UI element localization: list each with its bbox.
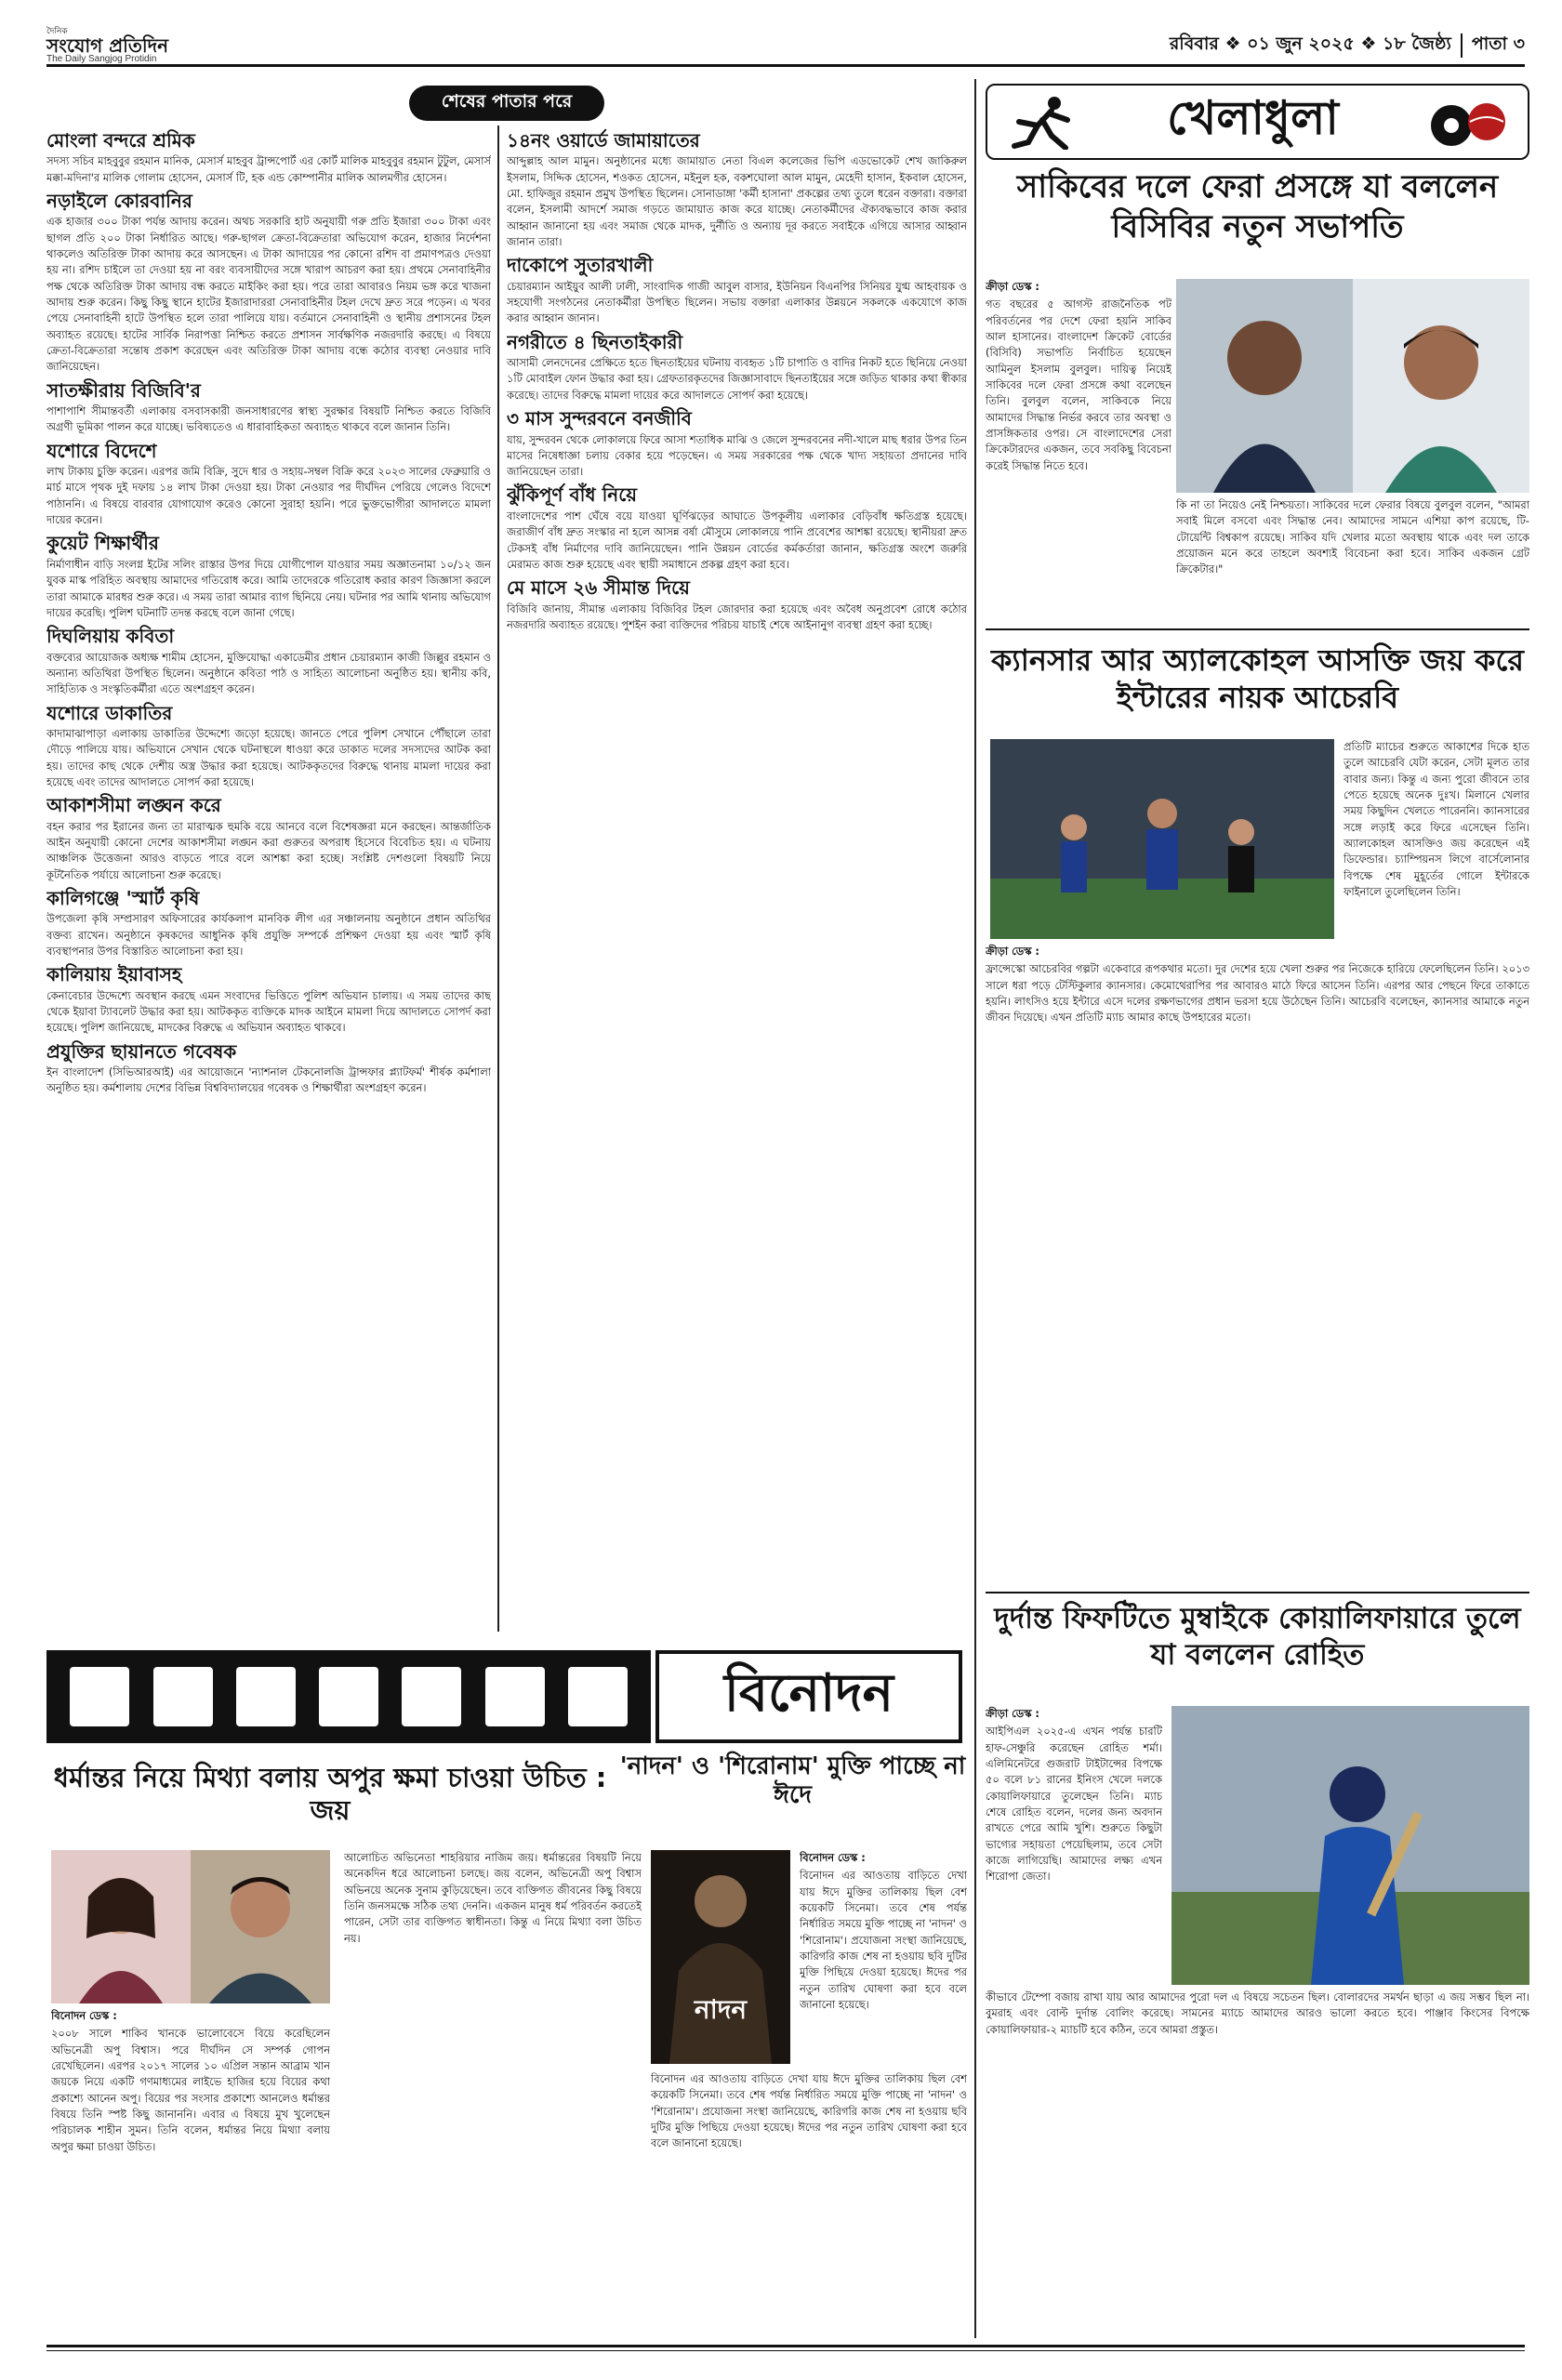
sports-article-2 xyxy=(1344,739,1529,939)
article-text: গত বছরের ৫ আগস্ট রাজনৈতিক পট পরিবর্তনের পর দেশে ফেরা হয়নি সাকিব আল হাসানের। বাংলাদেশ ক্রিকেট বোর্ডের (বিসিবি) সভাপতি নির্বাচিত হয়েছেন আমিনুল ইসলাম বুলবুল। দায়িত্ব নিয়েই সাকিবের দলে ফেরা প্রসঙ্গে কথা বলেছেন তিনি। বুলবুল বলেন, সাকিবকে নিয়ে আমাদের সিদ্ধান্ত নির্ভর করবে তার অবস্থা ও প্রাসঙ্গিকতার ওপর। সে বাংলাদেশের সেরা ক্রিকেটারদের একজন, তবে সবকিছু বিবেচনা করেই সিদ্ধান্ত নিতে হবে। xyxy=(986,298,1172,472)
entertainment-headline-1: ধর্মান্তর নিয়ে মিথ্যা বলায় অপুর ক্ষমা চাওয়া উচিত : জয় xyxy=(53,1762,607,1826)
headline: নড়াইলে কোরবানির xyxy=(46,190,192,213)
sports-headline-2: ক্যানসার আর অ্যালকোহল আসক্তি জয় করে ইন্টারের নায়ক আচেরবি xyxy=(990,642,1525,715)
apu-joy-photo xyxy=(51,1850,330,2003)
section-banner: শেষের পাতার পরে xyxy=(409,86,604,121)
article-text: আসামী লেনদেনের প্রেক্ষিতে হতে ছিনতাইয়ের ঘটনায় ব্যবহৃত ১টি চাপাতি ও বাদির নিকট হতে ছিনিয়ে নেওয়া ১টি মোবাইল ফোন উদ্ধার করা হয়। গ্রেফতারকৃতদের জিজ্ঞাসাবাদে ছিনতাইয়ের সঙ্গে জড়িত থাকার কথা স্বীকার করেছে। তাদের বিরুদ্ধে মামলা দায়ের করে আদালতে সোপর্দ করা হয়েছে। xyxy=(507,356,967,402)
byline: ক্রীড়া ডেস্ক : xyxy=(986,280,1039,293)
story-divider xyxy=(986,1592,1529,1593)
headline: মে মাসে ২৬ সীমান্ত দিয়ে xyxy=(507,576,690,600)
article-text: বিনোদন এর আওতায় বাড়িতে দেখা যায় ঈদে মুক্তির তালিকায় ছিল বেশ কয়েকটি সিনেমা। তবে শেষ পর্যন্ত নির্ধারিত সময়ে মুক্তি পাচ্ছে না 'নাদন' ও 'শিরোনাম'। প্রযোজনা সংস্থা জানিয়েছে, কারিগরি কাজ শেষ না হওয়ায় ছবি দুটির মুক্তি পিছিয়ে দেওয়া হয়েছে। ঈদের পর নতুন তারিখ ঘোষণা করা হবে বলে জানানো হয়েছে। xyxy=(800,1869,967,2011)
footer-rule xyxy=(46,2350,1525,2351)
column-divider xyxy=(497,126,499,1632)
sports-banner xyxy=(986,84,1529,160)
article-text: পাশাপাশি সীমান্তবর্তী এলাকায় বসবাসকারী জনসাধারণের স্বাস্থ্য সুরক্ষার বিষয়টি নিশ্চিত করতে বিজিবি অগ্রণী ভূমিকা পালন করে যাচ্ছে। ভবিষ্যতেও এ ধারাবাহিকতা অব্যাহত থাকবে বলে জানান তিনি। xyxy=(46,404,491,434)
entertainment-banner: বিনোদন xyxy=(655,1650,962,1743)
footer-rule xyxy=(46,2345,1525,2347)
byline: বিনোদন ডেস্ক : xyxy=(51,2009,117,2022)
headline: যশোরে ডাকাতির xyxy=(46,701,173,724)
headline: দিঘলিয়ায় কবিতা xyxy=(46,625,175,648)
sports-article-3-cont xyxy=(986,1990,1529,2338)
masthead-daily: দৈনিক xyxy=(46,27,68,36)
acerbi-celebration-photo xyxy=(990,739,1334,939)
runner-icon xyxy=(1000,94,1084,150)
sports-balls-icon xyxy=(1422,94,1515,150)
byline: বিনোদন ডেস্ক : xyxy=(800,1851,866,1864)
article-text: উপজেলা কৃষি সম্প্রসারণ অফিসারের কার্যকলাপ মানবিক লীগ এর সঞ্চালনায় অনুষ্ঠানে প্রধান অতিথির বক্তব্য রাখেন। অনুষ্ঠানে কৃষকদের আধুনিক কৃষি প্রযুক্তি সম্পর্কে প্রশিক্ষণ দেওয়া হয় এবং স্মার্ট কৃষি ব্যবস্থাপনার উপর বিস্তারিত আলোচনা করা হয়। xyxy=(46,912,491,958)
headline: প্রযুক্তির ছায়ানতে গবেষক xyxy=(46,1039,237,1063)
article-text: আইপিএল ২০২৫-এ এখন পর্যন্ত চারটি হাফ-সেঞ্চুরি করেছেন রোহিত শর্মা। এলিমিনেটরে গুজরাট টাইটান্সের বিপক্ষে ৫০ বলে ৮১ রানের ইনিংস খেলে দলকে কোয়ালিফায়ারে তুলেছেন তিনি। ম্যাচ শেষে রোহিত বলেন, দলের জন্য অবদান রাখতে পেরে আমি খুশি। শুরুতে কিছুটা ভাগ্যের সহায়তা পেয়েছিলাম, তবে সেটা কাজে লাগিয়েছি। আমাদের লক্ষ্য এখন শিরোপা জেতা। xyxy=(986,1725,1162,1884)
headline: ৩ মাস সুন্দরবনে বনজীবি xyxy=(507,407,692,430)
entertainment-headline-2: 'নাদন' ও 'শিরোনাম' মুক্তি পাচ্ছে না ঈদে xyxy=(619,1752,966,1810)
article-text: লাখ টাকায় চুক্তি করেন। এরপর জমি বিক্রি, সুদে ধার ও সহায়-সম্বল বিক্রি করে ২০২৩ সালের ফেব্রুয়ারি ও মার্চ মাসে পৃথক দুই দফায় ১৪ লাখ টাকা দেওয়া হয়। টাকা নেওয়ার পর দীর্ঘদিন পেরিয়ে গেলেও বিদেশে পাঠাননি। এ বিষয়ে বারবার যোগাযোগ করেও কোনো সুরাহা হয়নি। পরে ভুক্তভোগীরা আদালতে মামলা দায়ের করেন। xyxy=(46,465,491,527)
sports-article-3 xyxy=(986,1706,1162,1994)
article-text: সদস্য সচিব মাহবুবুর রহমান মানিক, মেসার্স মাহবুব ট্রান্সপোর্ট এর কোর্ট মালিক মাহবুবুর রহমান টুটুল, মেসার্স মক্কা-মদিনা'র মালিক গোলাম হোসেন, মেসার্স টি, হক এন্ড কোম্পানীর মালিক আলমগীর হোসেন। xyxy=(46,154,491,184)
headline: কালিগঞ্জে 'স্মার্ট কৃষি xyxy=(46,886,200,909)
headline: কালিয়ায় ইয়াবাসহ xyxy=(46,963,182,986)
headline: মোংলা বন্দরে শ্রমিক xyxy=(46,129,195,152)
article-text: কি না তা নিয়েও নেই নিশ্চয়তা। সাকিবের দলে ফেরার বিষয়ে বুলবুল বলেন, "আমরা সবাই মিলে বসবো এবং সিদ্ধান্ত নেব। আমাদের সামনে এশিয়া কাপ রয়েছে, টি-টোয়েন্টি বিশ্বকাপ রয়েছে। সাকিব যদি খেলার মতো অবস্থায় থাকে এবং দল তাকে প্রয়োজন মনে করে তাহলে অবশ্যই বিবেচনা করা হবে। সাকিব একজন গ্রেট ক্রিকেটার।" xyxy=(1176,498,1529,576)
entertainment-article-2 xyxy=(800,1850,967,2064)
nadan-poster xyxy=(651,1850,790,2064)
column-1 xyxy=(46,126,491,1636)
headline: সাতক্ষীরায় বিজিবি'র xyxy=(46,378,201,402)
column-divider xyxy=(974,79,976,2338)
film-strip-graphic xyxy=(46,1650,651,1743)
poster-title: নাদন xyxy=(694,1994,748,2025)
film-frame xyxy=(236,1667,296,1726)
entertainment-article-1 xyxy=(51,2008,330,2338)
headline: ১৪নং ওয়ার্ডে জামায়াতের xyxy=(507,129,700,152)
sports-article-2-cont xyxy=(986,944,1529,1590)
sports-headline-1: সাকিবের দলে ফেরা প্রসঙ্গে যা বললেন বিসিবির নতুন সভাপতি xyxy=(1016,168,1499,245)
masthead-name: সংযোগ প্রতিদিন xyxy=(46,34,169,57)
article-text: ২০০৮ সালে শাকিব খানকে ভালোবেসে বিয়ে করেছিলেন অভিনেত্রী অপু বিশ্বাস। পরে দীর্ঘদিন সে সম্পর্ক গোপন রেখেছিলেন। এরপর ২০১৭ সালের ১০ এপ্রিল সন্তান আব্রাম খান জয়কে নিয়ে একটি গণমাধ্যমের লাইভে হাজির হয়ে বিয়ের কথা প্রকাশ্যে আনেন অপু। বিয়ের পর সংসার প্রকাশ্যে আনলেও ধর্মান্তর বিষয়ে তিনি স্পষ্ট কিছু জানাননি। এবার এ বিষয়ে মুখ খুলেছেন পরিচালক শাহীন সুমন। তিনি বলেন, ধর্মান্তর নিয়ে মিথ্যা বলায় অপুর ক্ষমা চাওয়া উচিত। xyxy=(51,2027,330,2153)
article-text: প্রতিটি ম্যাচের শুরুতে আকাশের দিকে হাত তুলে আচেরবি যেটা করেন, সেটা মূলত তার বাবার জন্য। কিন্তু এ জন্য পুরো জীবনে তার পেতে হয়েছে অনেক দুঃখ। মিলানে খেলার সময় কিছুদিন খেলতে পারেননি। ক্যানসারের সঙ্গে লড়াই করে ফিরে এসেছেন তিনি। অ্যালকোহল আসক্তিও জয় করেছেন এই ডিফেন্ডার। চ্যাম্পিয়নস লিগে বার্সেলোনার বিপক্ষে শেষ মুহূর্তের গোলে ইন্টারকে ফাইনালে তুলেছিলেন তিনি। xyxy=(1344,740,1529,898)
masthead-logo xyxy=(46,28,168,64)
film-frame xyxy=(153,1667,213,1726)
headline: কুয়েট শিক্ষার্থীর xyxy=(46,532,159,555)
sports-headline-3: দুর্দান্ত ফিফটিতে মুম্বাইকে কোয়ালিফায়ারে তুলে যা বললেন রোহিত xyxy=(994,1602,1521,1672)
headline: যশোরে বিদেশে xyxy=(46,439,157,462)
film-frame xyxy=(402,1667,461,1726)
headline: আকাশসীমা লঙ্ঘন করে xyxy=(46,794,221,817)
masthead-meta xyxy=(1170,31,1525,64)
article-text: যায়, সুন্দরবন থেকে লোকালয়ে ফিরে আসা শতাধিক মাঝি ও জেলে সুন্দরবনের নদী-খালে মাছ ধরার উপর তিন মাসের নিষেধাজ্ঞা চলায় বেকার হয়ে পড়েছেন। এ সময় সরকারের পক্ষ থেকে খাদ্য সহায়তা প্রদানের দাবি জানিয়েছেন তারা। xyxy=(507,432,967,479)
film-frame xyxy=(70,1667,129,1726)
article-text: বক্তব্যের আয়োজক অধ্যক্ষ শামীম হোসেন, মুক্তিযোদ্ধা একাডেমীর প্রধান চেয়ারম্যান কাজী জিল্লুর রহমান ও অন্যান্য অতিথিরা উপস্থিত ছিলেন। অনুষ্ঠানে কবিতা পাঠ ও সাহিত্য আলোচনা অনুষ্ঠিত হয়। স্থানীয় কবি, সাহিত্যিক ও সংস্কৃতিকর্মীরা এতে অংশগ্রহণ করেন। xyxy=(46,650,491,696)
column-2 xyxy=(507,126,967,1636)
article-text: কাদামাঝাপাড়া এলাকায় ডাকাতির উদ্দেশ্যে জড়ো হয়েছে। জানতে পেরে পুলিশ সেখানে পৌঁছালে তারা দৌড়ে পালিয়ে যায়। অভিযানে সেখান থেকে ঘটনাস্থলে ধাওয়া করে ডাকাত দলের সদস্যদের আটক করা হয়। তাদের কাছ থেকে দেশীয় অস্ত্র উদ্ধার করা হয়েছে। আটককৃতদের বিরুদ্ধে থানায় মামলা দায়ের করা হয়েছে এবং তাদের আদালতে সোপর্দ করা হয়েছে। xyxy=(46,726,491,788)
byline: ক্রীড়া ডেস্ক : xyxy=(986,945,1039,958)
headline: দাকোপে সুতারখালী xyxy=(507,254,654,277)
byline: ক্রীড়া ডেস্ক : xyxy=(986,1707,1039,1720)
article-text: কীভাবে টেম্পো বজায় রাখা যায় আর আমাদের পুরো দল এ বিষয়ে সচেতন ছিল। বোলারদের সমর্থন ছাড়া এ জয় সম্ভব ছিল না। বুমরাহ এবং বোল্ট দুর্দান্ত বোলিং করেছে। সামনের ম্যাচে আমাদের আরও ভালো করতে হবে। পাঞ্জাব কিংসের বিপক্ষে কোয়ালিফায়ার-২ ম্যাচটি হবে কঠিন, তবে আমরা প্রস্তুত। xyxy=(986,1990,1529,2036)
sports-article-1-cont xyxy=(986,497,1529,623)
bulbul-sakib-photo xyxy=(1176,279,1529,493)
headline: নগরীতে ৪ ছিনতাইকারী xyxy=(507,330,683,353)
article-text: বিনোদন এর আওতায় বাড়িতে দেখা যায় ঈদে মুক্তির তালিকায় ছিল বেশ কয়েকটি সিনেমা। তবে শেষ পর্যন্ত নির্ধারিত সময়ে মুক্তি পাচ্ছে না 'নাদন' ও 'শিরোনাম'। প্রযোজনা সংস্থা জানিয়েছে, কারিগরি কাজ শেষ না হওয়ায় ছবি দুটির মুক্তি পিছিয়ে দেওয়া হয়েছে। ঈদের পর নতুন তারিখ ঘোষণা করা হবে বলে জানানো হয়েছে। xyxy=(651,2072,967,2150)
entertainment-article-1-cont xyxy=(344,1850,642,2338)
masthead-page-number: পাতা ৩ xyxy=(1471,33,1525,54)
article-text: চেয়ারম্যান আইয়ুব আলী ঢালী, সাংবাদিক গাজী আবুল বাসার, ইউনিয়ন বিএনপির সিনিয়র যুগ্ম আহবায়ক ও সহযোগী সংগঠনের নেতাকর্মীরা উপস্থিত ছিলেন। সভায় বক্তারা এলাকার উন্নয়নে সকলকে একযোগে কাজ করার আহ্বান জানান। xyxy=(507,279,967,325)
rohit-batting-photo xyxy=(1172,1706,1529,1985)
masthead-date: রবিবার ❖ ০১ জুন ২০২৫ ❖ ১৮ জৈষ্ঠ্য xyxy=(1169,33,1451,54)
film-frame xyxy=(568,1667,628,1726)
article-text: ফ্রান্সেস্কো আচেরবির গল্পটা একেবারে রূপকথার মতো। দুর দেশের হয়ে খেলা শুরুর পর নিজেকে হারিয়ে ফেলেছিলেন তিনি। ২০১৩ সালে ধরা পড়ে টেস্টিকুলার ক্যানসার। কেমোথেরাপির পর আবারও মাঠে ফিরে আসেন তিনি। এরপর আর পেছনে ফিরে তাকাতে হয়নি। লাৎসিও হয়ে ইন্টারে এসে দলের রক্ষণভাগের প্রধান ভরসা হয়ে উঠেছেন তিনি। আচেরবি বলেছেন, ক্যানসার আমাকে নতুন জীবন দিয়েছে। এখন প্রতিটি ম্যাচ আমার কাছে উপহারের মতো। xyxy=(986,962,1529,1025)
article-text: বহন করার পর ইরানের জন্য তা মারাত্মক হুমকি বয়ে আনবে বলে বিশেষজ্ঞরা মনে করছেন। আন্তর্জাতিক আইন অনুযায়ী কোনো দেশের আকাশসীমা লঙ্ঘন করা গুরুতর অপরাধ হিসেবে বিবেচিত হয়। এ ঘটনায় আঞ্চলিক উত্তেজনা আরও বাড়তে পারে বলে আশঙ্কা করা হচ্ছে। সংশ্লিষ্ট দেশগুলো বিষয়টি নিয়ে কূটনৈতিক পর্যায়ে আলোচনা শুরু করেছে। xyxy=(46,819,491,881)
story-divider xyxy=(986,628,1529,630)
article-text: ইন বাংলাদেশ (সিভিআরআই) এর আয়োজনে 'ন্যাশনাল টেকনোলজি ট্রান্সফার প্ল্যাটফর্ম' শীর্ষক কর্মশালা অনুষ্ঠিত হয়। কর্মশালায় দেশের বিভিন্ন বিশ্ববিদ্যালয়ের গবেষক ও শিক্ষার্থীরা অংশগ্রহণ করেন। xyxy=(46,1065,491,1095)
entertainment-article-2-cont xyxy=(651,2071,967,2338)
film-frame xyxy=(485,1667,545,1726)
masthead-divider xyxy=(1461,33,1463,58)
article-text: বিজিবি জানায়, সীমান্ত এলাকায় বিজিবির টহল জোরদার করা হয়েছে এবং অবৈধ অনুপ্রবেশ রোধে কঠোর নজরদারি অব্যাহত রয়েছে। পুশইন করা ব্যক্তিদের পরিচয় যাচাই শেষে আইনানুগ ব্যবস্থা গ্রহণ করা হচ্ছে। xyxy=(507,602,967,631)
article-text: নির্মাণাধীন বাড়ি সংলগ্ন ইটের সলিং রাস্তার উপর দিয়ে যোগীপোল যাওয়ার সময় অজ্ঞাতনামা ১০/১২ জন যুবক মাস্ক পরিহিত অবস্থায় আমাদের গতিরোধ করে। আমি তাদেরকে গতিরোধ করার কারণ জিজ্ঞাসা করলে তারা আমাকে মারধর শুরু করে। এ সময় তারা আমার ব্যাগ ছিনিয়ে নেয়। ঘটনার পর আমি থানায় অভিযোগ দায়ের করেছি। পুলিশ ঘটনাটি তদন্ত করছে বলে জানা গেছে। xyxy=(46,557,491,619)
sports-title: খেলাধুলা xyxy=(1167,89,1339,145)
article-text: বাংলাদেশের পাশ ঘেঁষে বয়ে যাওয়া ঘূর্ণিঝড়ের আঘাতে উপকূলীয় এলাকার বেড়িবাঁধ ক্ষতিগ্রস্ত হয়েছে। জরাজীর্ণ বাঁধ দ্রুত সংস্কার না হলে আসন্ন বর্ষা মৌসুমে লোকালয়ে পানি প্রবেশের আশঙ্কা রয়েছে। স্থানীয়রা দ্রুত টেকসই বাঁধ নির্মাণের দাবি জানিয়েছেন। পানি উন্নয়ন বোর্ডের কর্মকর্তারা জানান, ক্ষতিগ্রস্ত অংশে জরুরি মেরামত কাজ শুরু হয়েছে এবং স্থায়ী সমাধানে প্রকল্প গ্রহণ করা হবে। xyxy=(507,509,967,571)
film-frame xyxy=(319,1667,378,1726)
masthead xyxy=(46,28,1525,67)
article-text: কেনাবেচার উদ্দেশ্যে অবস্থান করছে এমন সংবাদের ভিত্তিতে পুলিশ অভিযান চালায়। এ সময় তাদের কাছ থেকে ইয়াবা ট্যাবলেট উদ্ধার করা হয়। আটককৃত ব্যক্তিকে মাদক আইনে মামলা দিয়ে আদালতে সোপর্দ করা হয়েছে। পুলিশ জানিয়েছে, মাদকের বিরুদ্ধে এ অভিযান অব্যাহত থাকবে। xyxy=(46,988,491,1035)
article-text: আব্দুল্লাহ আল মামুন। অনুষ্ঠানের মধ্যে জামায়াত নেতা বিএল কলেজের ভিপি এডভোকেট শেখ জাকিরুল ইসলাম, সিদ্দিক হোসেন, শওকত হোসেন, মইনুল হক, বকশঘোলা আল মামুন, মেহেদী হাসান, ইকবাল হোসেন, মো. হাফিজুর রহমান প্রমুখ উপস্থিত ছিলেন। সোনাডাঙ্গা 'কর্মী হাসানা' প্রকল্পের তথ্য তুলে ধরেন বক্তারা। বক্তারা বলেন, ইসলামী আদর্শে সমাজ গড়তে জামায়াত কাজ করে যাচ্ছে। নেতাকর্মীদের ঐক্যবদ্ধভাবে কাজ করার আহ্বান জানানো হয় এবং সমাজ থেকে মাদক, দুর্নীতি ও অন্যায় দূর করতে সবাইকে এগিয়ে আসার আহ্বান জানান তারা। xyxy=(507,154,967,249)
headline: ঝুঁকিপূর্ণ বাঁধ নিয়ে xyxy=(507,483,638,507)
article-text: এক হাজার ৩০০ টাকা পর্যন্ত আদায় করেন। অথচ সরকারি হাট অনুযায়ী গরু প্রতি ইজারা ৩০০ টাকা এবং ছাগল প্রতি ২০০ টাকা নির্ধারিত আছে। গরু-ছাগল ক্রেতা-বিক্রেতারা অভিযোগ করেন, হাজার নির্দেশনা থাকলেও অতিরিক্ত টাকা আদায় করে আসছেন। এ টাকা আদায়ের পর কোনো রশিদ বা প্রমাণপত্রও দেওয়া হয় না। রশিদ চাইলে তা দেওয়া হয় না বরং ব্যবসায়ীদের সঙ্গে খারাপ আচরণ করা হয়। প্রথমে সেনাবাহিনীর পক্ষ থেকে অতিরিক্ত টাকা আদায় বন্ধ করতে মাইকিং করা হয়। পরে তারা আবারও নিয়ম ভঙ্গ করে খাজনা আদায় শুরু করেন। কিছু কিছু স্থানে হাটের ইজারাদাররা সেনাবাহিনীর টহল দেখে দ্রুত সরে পড়েন। এ খবর পেয়ে সেনাবাহিনী হাটে উপস্থিত হলে তারা পালিয়ে যায়। বর্তমানে সেনাবাহিনী ও স্থানীয় প্রশাসনের টহল অব্যাহত রয়েছে। হাটের সার্বিক নিরাপত্তা নিশ্চিত করতে প্রশাসন সার্বক্ষণিক নজরদারি করছে। এ বিষয়ে ক্রেতা-বিক্রেতারা সন্তোষ প্রকাশ করেছেন এবং অতিরিক্ত টাকা আদায় বন্ধে কঠোর ব্যবস্থা নেওয়ার দাবি জানিয়েছেন। xyxy=(46,215,491,374)
masthead-subtitle: The Daily Sangjog Protidin xyxy=(46,54,157,64)
article-text: আলোচিত অভিনেতা শাহরিয়ার নাজিম জয়। ধর্মান্তরের বিষয়টি নিয়ে অনেকদিন ধরে আলোচনা চলছে। জয় বলেন, অভিনেত্রী অপু বিশ্বাস অভিনয়ে অনেক সুনাম কুড়িয়েছেন। তবে ব্যক্তিগত জীবনের কিছু বিষয়ে তিনি জনসমক্ষে সঠিক তথ্য দেননি। একজন মানুষ ধর্ম পরিবর্তন করতেই পারেন, সেটা তার ব্যক্তিগত স্বাধীনতা। কিন্তু এ নিয়ে মিথ্যা বলা উচিত নয়। xyxy=(344,1851,642,1945)
